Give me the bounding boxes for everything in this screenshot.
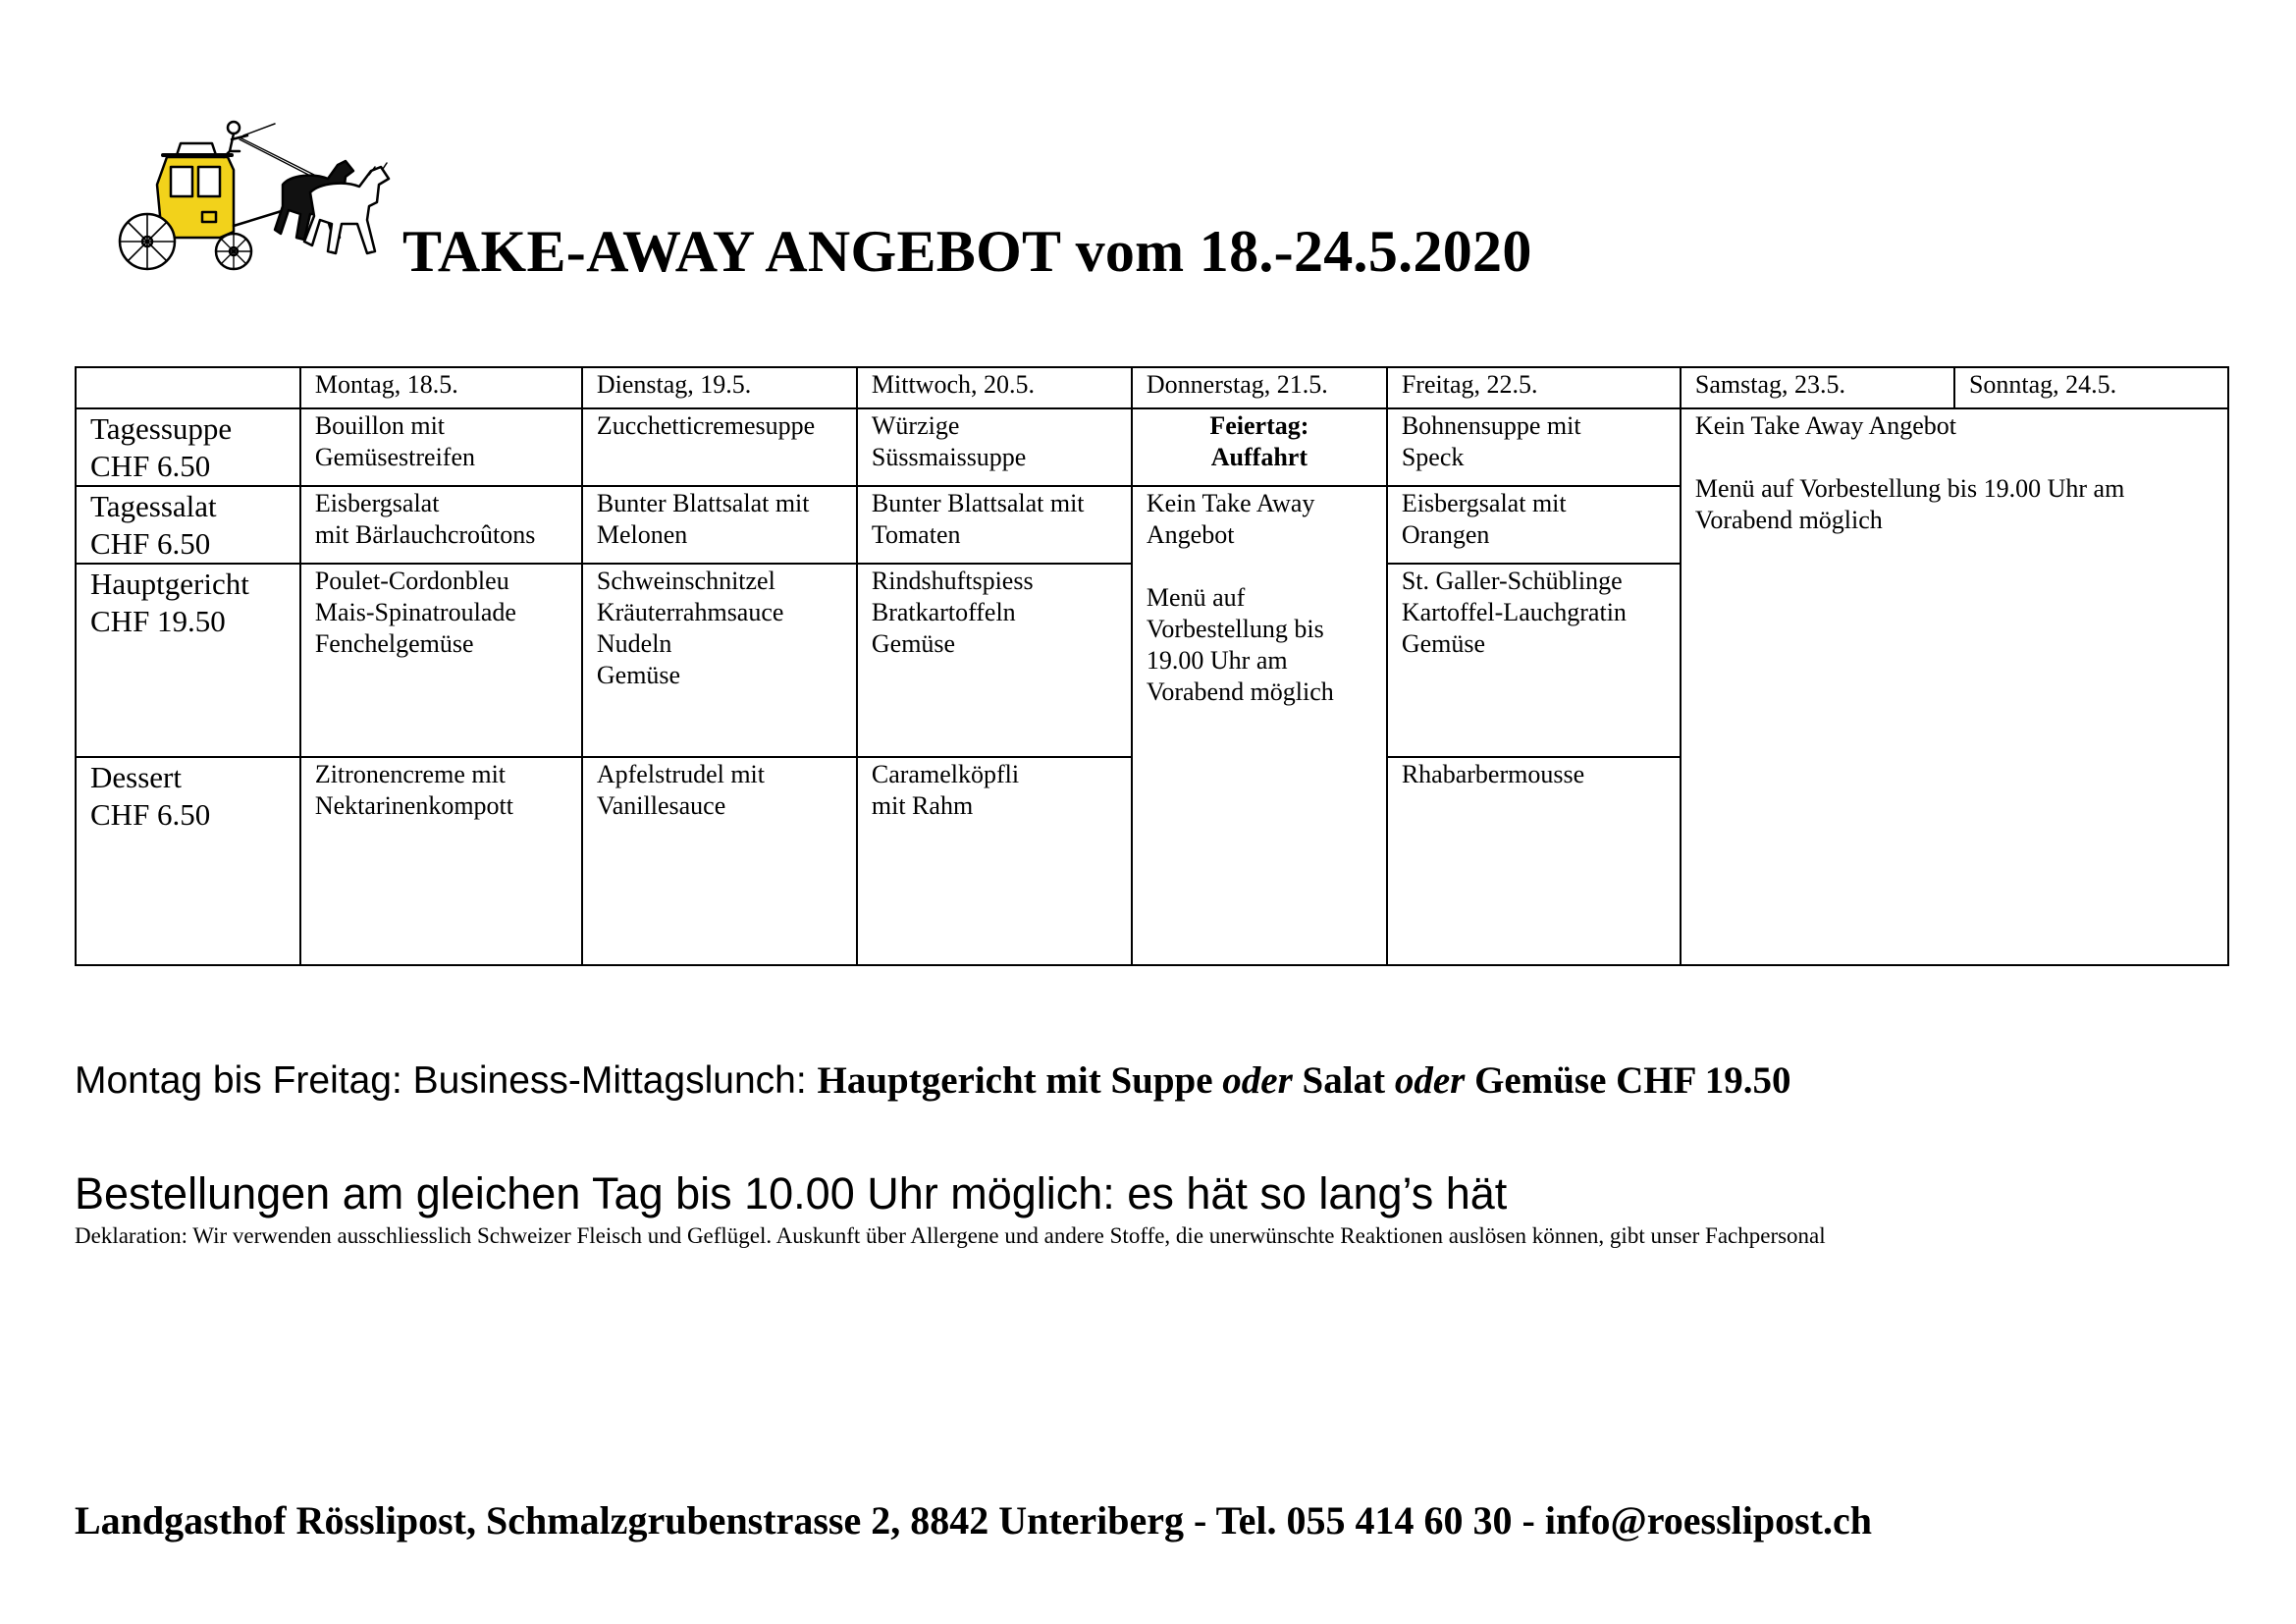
dish-line: Tomaten bbox=[871, 520, 961, 549]
order-note: Bestellungen am gleichen Tag bis 10.00 Uhr möglich: es hät so lang’s hät bbox=[75, 1168, 1508, 1218]
dish-line: Zucchetticremesuppe bbox=[596, 411, 816, 440]
thursday-preorder-line: Vorbestellung bis bbox=[1146, 615, 1324, 643]
dish-line: Bunter Blattsalat mit bbox=[596, 489, 810, 517]
dish-line: Caramelköpfli bbox=[871, 760, 1020, 788]
dish-line: Fenchelgemüse bbox=[314, 629, 474, 658]
declaration-note: Deklaration: Wir verwenden ausschliesslich Schweizer Fleisch und Geflügel. Auskunft über Allergene und andere Stoffe, die unerwünschte Reaktionen auslösen können, gibt unser Fachpersonal bbox=[75, 1223, 1826, 1248]
business-lunch-note bbox=[75, 1058, 1791, 1103]
dish-line: Bratkartoffeln bbox=[871, 598, 1016, 626]
dish-line: Würzige bbox=[871, 411, 960, 440]
thursday-preorder-line: Vorabend möglich bbox=[1146, 677, 1334, 706]
lunch-prefix: Montag bis Freitag: Business-Mittagslunch: bbox=[75, 1059, 818, 1102]
dish-line: Schweinschnitzel bbox=[596, 567, 775, 595]
dish-line: Gemüse bbox=[871, 629, 956, 658]
dish-line: Apfelstrudel mit bbox=[596, 760, 766, 788]
soup-tue bbox=[582, 408, 857, 486]
weekend-cell bbox=[1681, 408, 2228, 965]
table-row-soup bbox=[76, 408, 2228, 486]
row-name: Tagessuppe bbox=[90, 411, 233, 446]
row-price: CHF 19.50 bbox=[90, 604, 226, 638]
dish-line: Kartoffel-Lauchgratin bbox=[1401, 598, 1627, 626]
thursday-notice-line: Angebot bbox=[1146, 520, 1235, 549]
row-name: Hauptgericht bbox=[90, 567, 249, 601]
dish-line: Bunter Blattsalat mit bbox=[871, 489, 1085, 517]
header-day-fri: Freitag, 22.5. bbox=[1387, 367, 1681, 408]
table-header-row bbox=[76, 367, 2228, 408]
holiday-cell-thu bbox=[1132, 408, 1387, 486]
weekend-preorder-line: Vorabend möglich bbox=[1694, 506, 1883, 534]
soup-fri bbox=[1387, 408, 1681, 486]
weekend-preorder-line: Menü auf Vorbestellung bis 19.00 Uhr am bbox=[1694, 474, 2125, 503]
lunch-part: Gemüse CHF 19.50 bbox=[1465, 1059, 1791, 1102]
header-day-thu: Donnerstag, 21.5. bbox=[1132, 367, 1387, 408]
lunch-part: Salat bbox=[1292, 1059, 1395, 1102]
dish-line: Gemüsestreifen bbox=[314, 443, 475, 471]
page-title: TAKE-AWAY ANGEBOT vom 18.-24.5.2020 bbox=[402, 219, 1532, 284]
dish-line: Rhabarbermousse bbox=[1401, 760, 1585, 788]
dish-line: Gemüse bbox=[1401, 629, 1486, 658]
header-corner-cell bbox=[76, 367, 300, 408]
post-coach-icon bbox=[118, 116, 402, 278]
row-price: CHF 6.50 bbox=[90, 526, 211, 561]
row-price: CHF 6.50 bbox=[90, 449, 211, 483]
salad-tue bbox=[582, 486, 857, 564]
weekend-notice: Kein Take Away Angebot bbox=[1694, 411, 1957, 440]
dish-line: Eisbergsalat bbox=[314, 489, 440, 517]
dish-line: Melonen bbox=[596, 520, 688, 549]
row-price: CHF 6.50 bbox=[90, 797, 211, 832]
header-day-tue: Dienstag, 19.5. bbox=[582, 367, 857, 408]
dish-line: St. Galler-Schüblinge bbox=[1401, 567, 1623, 595]
row-label-salad bbox=[76, 486, 300, 564]
row-name: Tagessalat bbox=[90, 489, 217, 523]
thursday-notice-line: Kein Take Away bbox=[1146, 489, 1315, 517]
holiday-line: Auffahrt bbox=[1210, 443, 1308, 471]
main-mon bbox=[300, 564, 582, 757]
dessert-wed bbox=[857, 757, 1132, 965]
soup-mon bbox=[300, 408, 582, 486]
dish-line: Rindshuftspiess bbox=[871, 567, 1034, 595]
main-wed bbox=[857, 564, 1132, 757]
dish-line: Nektarinenkompott bbox=[314, 791, 514, 820]
dish-line: Poulet-Cordonbleu bbox=[314, 567, 509, 595]
holiday-line: Feiertag: bbox=[1209, 411, 1309, 440]
footer-address: Landgasthof Rösslipost, Schmalzgrubenstrasse 2, 8842 Unteriberg - Tel. 055 414 60 30 - info@roesslipost.ch bbox=[75, 1498, 1872, 1543]
dish-line: Bouillon mit bbox=[314, 411, 446, 440]
dish-line: Kräuterrahmsauce bbox=[596, 598, 784, 626]
lunch-or: oder bbox=[1222, 1059, 1293, 1102]
dish-line: Speck bbox=[1401, 443, 1465, 471]
dish-line: Bohnensuppe mit bbox=[1401, 411, 1581, 440]
main-fri bbox=[1387, 564, 1681, 757]
lunch-part: Hauptgericht mit Suppe bbox=[817, 1059, 1223, 1102]
dish-line: Gemüse bbox=[596, 661, 681, 689]
header-day-sat: Samstag, 23.5. bbox=[1681, 367, 1954, 408]
dish-line: Süssmaissuppe bbox=[871, 443, 1027, 471]
dessert-tue bbox=[582, 757, 857, 965]
dish-line: Zitronencreme mit bbox=[314, 760, 507, 788]
header-day-mon: Montag, 18.5. bbox=[300, 367, 582, 408]
menu-table bbox=[75, 366, 2229, 966]
thursday-preorder-line: Menü auf bbox=[1146, 583, 1246, 612]
main-tue bbox=[582, 564, 857, 757]
salad-mon bbox=[300, 486, 582, 564]
dessert-mon bbox=[300, 757, 582, 965]
thursday-preorder-line: 19.00 Uhr am bbox=[1146, 646, 1288, 675]
dish-line: Vanillesauce bbox=[596, 791, 726, 820]
dessert-fri bbox=[1387, 757, 1681, 965]
salad-fri bbox=[1387, 486, 1681, 564]
header-day-sun: Sonntag, 24.5. bbox=[1954, 367, 2228, 408]
dish-line: Mais-Spinatroulade bbox=[314, 598, 516, 626]
row-label-soup bbox=[76, 408, 300, 486]
dish-line: Orangen bbox=[1401, 520, 1490, 549]
lunch-or: oder bbox=[1394, 1059, 1466, 1102]
salad-wed bbox=[857, 486, 1132, 564]
row-label-main bbox=[76, 564, 300, 757]
header-day-wed: Mittwoch, 20.5. bbox=[857, 367, 1132, 408]
row-name: Dessert bbox=[90, 760, 182, 794]
row-label-dessert bbox=[76, 757, 300, 965]
dish-line: Nudeln bbox=[596, 629, 672, 658]
dish-line: Eisbergsalat mit bbox=[1401, 489, 1567, 517]
soup-wed bbox=[857, 408, 1132, 486]
dish-line: mit Bärlauchcroûtons bbox=[314, 520, 536, 549]
dish-line: mit Rahm bbox=[871, 791, 974, 820]
thursday-notice-cell bbox=[1132, 486, 1387, 965]
